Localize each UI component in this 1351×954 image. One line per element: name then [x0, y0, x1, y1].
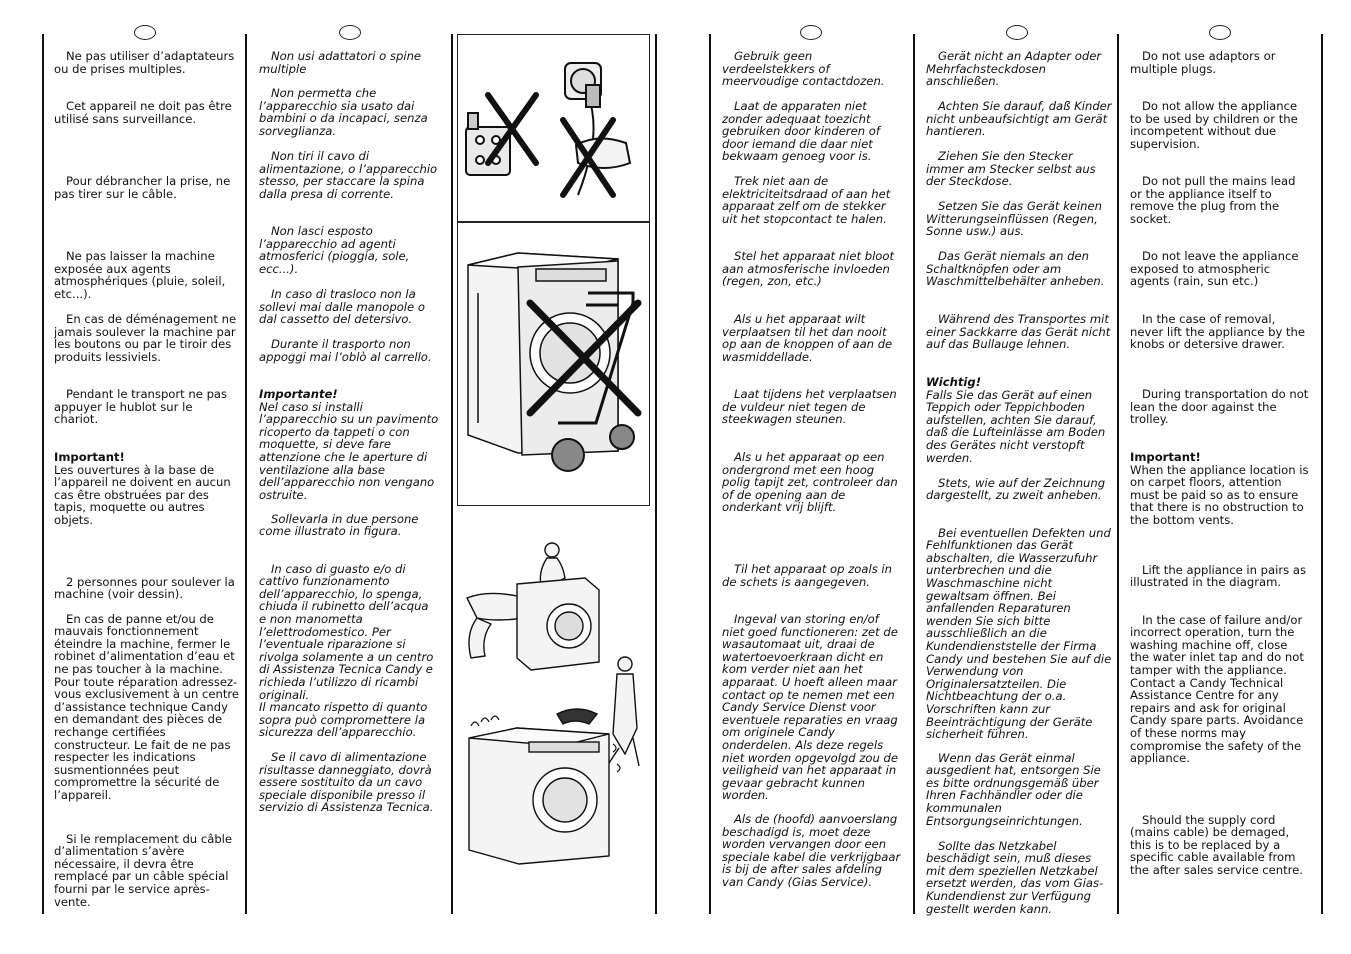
french-para: Si le remplacement du câble d’alimentation s’avère nécessaire, il devra être remplacé par un câble spécial fourni par le service après-vente.: [54, 831, 233, 909]
italian-important-heading: Importante!: [259, 387, 338, 401]
english-para: In the case of failure and/or incorrect operation, turn the washing machine off, close the water inlet tap and do not tamper with the appliance. Contact a Candy Technical Assistance Centre for any repairs and ask for original Candy spare parts. Avoidance of these norms may compromise the safety of the appliance.: [1130, 612, 1304, 766]
page-divider: [655, 34, 657, 914]
english-column: [1130, 50, 1310, 877]
italian-para: In caso di guasto e/o di cattivo funzionamento dell’apparecchio, lo spenga, chiuda il rubinetto dell’acqua e non manometta l’elettrodomestico. Per l’eventuale riparazione si rivolga solamente a un centro di Assistenza Tecnica Candy e richieda l’utilizzo di ricambi originali.: [259, 561, 434, 702]
flag-icon-english: [1209, 25, 1231, 40]
french-column: [54, 50, 240, 908]
french-para: Ne pas laisser la machine exposée aux agents atmosphériques (pluie, soleil, etc...).: [54, 249, 226, 301]
english-para: When the appliance location is on carpet floors, attention must be paid so as to ensure that there is no obstruction to the bottom vents.: [1130, 462, 1309, 527]
flag-icon-french: [134, 25, 156, 40]
dutch-para: Stel het apparaat niet bloot aan atmosferische invloeden (regen, zon, etc.): [722, 249, 895, 289]
italian-para: Nel caso si installi l’apparecchio su un pavimento ricoperto da tappeti o con moquette, si deve fare attenzione che le aperture di ventilazione alla base dell’apparecchio non vengano ostruite.: [259, 399, 439, 502]
column-divider: [1117, 34, 1119, 914]
italian-para: Non usi adattatori o spine multiple: [259, 49, 422, 76]
italian-para: Non tiri il cavo di alimentazione, o l’apparecchio stesso, per staccare la spina dalla presa di corrente.: [259, 149, 438, 201]
dutch-para: Gebruik geen verdeelstekkers of meervoudige contactdozen.: [722, 49, 885, 89]
dutch-para: Laat tijdens het verplaatsen de vuldeur niet tegen de steekwagen steunen.: [722, 387, 897, 427]
french-important-heading: Important!: [54, 450, 125, 464]
dutch-para: Laat de apparaten niet zonder adequaat toezicht gebruiken door kinderen of door iemand die daar niet bekwaam genoeg voor is.: [722, 99, 880, 164]
german-para: Wenn das Gerät einmal ausgedient hat, entsorgen Sie es bitte ordnungsgemäß über Ihren Fachhändler oder die kommunalen Entsorgungseinrichtungen.: [926, 750, 1101, 828]
column-divider: [451, 34, 453, 914]
german-para: Bei eventuellen Defekten und Fehlfunktionen das Gerät abschalten, die Wasserzufuhr unterbrechen und die Waschmaschine nicht gewaltsam öffnen. Bei anfallenden Reparaturen wenden Sie sich bitte ausschließlich an die Kundendienststelle der Firma Candy und bestehen Sie auf die Verwendung von Originalersatzteilen. Die Nichtbeachtung der o.a. Vorschriften kann zur Beeinträchtigung der Geräte sicherheit führen.: [926, 525, 1112, 742]
german-para: Ziehen Sie den Stecker immer am Stecker selbst aus der Steckdose.: [926, 149, 1096, 189]
english-para: Lift the appliance in pairs as illustrated in the diagram.: [1130, 562, 1306, 590]
english-para: Do not use adaptors or multiple plugs.: [1130, 49, 1276, 76]
german-para: Stets, wie auf der Zeichnung dargestellt, zu zweit anheben.: [926, 475, 1106, 503]
illustration-plugs-box: [457, 34, 650, 222]
french-para: Cet appareil ne doit pas être utilisé sans surveillance.: [54, 99, 232, 126]
no-adapter-illustration: [458, 35, 649, 221]
flag-icon-dutch: [800, 25, 822, 40]
dutch-column: [722, 50, 904, 889]
dutch-para: Als u het apparaat wilt verplaatsen til het dan nooit op aan de knoppen of aan de wasmiddellade.: [722, 312, 893, 364]
english-para: Do not pull the mains lead or the appliance itself to remove the plug from the socket.: [1130, 174, 1296, 226]
dutch-para: Ingeval van storing en/of niet goed functioneren: zet de wasautomaat uit, draai de watertoevoerkraan dicht en kom verder niet aan het apparaat. U hoeft alleen maar contact op te nemen met een Candy Service Dienst voor eventuele reparaties en vraag om originele Candy onderdelen. Als deze regels niet worden opgevolgd zou de veiligheid van het apparaat in gevaar gebracht kunnen worden.: [722, 612, 899, 803]
german-para: Achten Sie darauf, daß Kinder nicht unbeaufsichtigt am Gerät hantieren.: [926, 99, 1112, 139]
german-para: Während des Transportes mit einer Sackkarre das Gerät nicht auf das Bullauge lehnen.: [926, 312, 1111, 352]
column-divider: [709, 34, 711, 914]
german-para: Sollte das Netzkabel beschädigt sein, muß dieses mit dem speziellen Netzkabel ersetzt werden, das vom Gias-Kundendienst zur Verfügung gestellt werden kann.: [926, 838, 1104, 916]
dutch-para: Til het apparaat op zoals in de schets is aangegeven.: [722, 562, 892, 589]
column-divider: [913, 34, 915, 914]
french-para: En cas de panne et/ou de mauvais fonctionnement éteindre la machine, fermer le robinet d’alimentation d’eau et ne pas toucher à la machine. Pour toute réparation adressez-vous exclusivement à un centre d’assistance technique Candy en demandant des pièces de rechange certifiées constructeur. Le fait de ne pas respecter les indications susmentionnées peut compromettre la sécurité de l’appareil.: [54, 611, 240, 802]
column-divider: [1321, 34, 1323, 914]
flag-icon-german: [1006, 25, 1028, 40]
english-para: In the case of removal, never lift the appliance by the knobs or detersive drawer.: [1130, 312, 1306, 352]
italian-para: Se il cavo di alimentazione risultasse danneggiato, dovrà essere sostituito da un cavo speciale disponibile presso il servizio di Assistenza Tecnica.: [259, 749, 434, 815]
french-para: 2 personnes pour soulever la machine (voir dessin).: [54, 574, 235, 602]
french-para: En cas de déménagement ne jamais soulever la machine par les boutons ou par le tiroir des produits lessiviels.: [54, 312, 237, 364]
illustration-trolley-box: [457, 222, 650, 506]
column-divider: [245, 34, 247, 914]
italian-para: Durante il trasporto non appoggi mai l’oblò al carrello.: [259, 337, 432, 364]
english-para: Do not leave the appliance exposed to atmospheric agents (rain, sun etc.): [1130, 249, 1299, 289]
italian-para: Sollevarla in due persone come illustrato in figura.: [259, 511, 419, 539]
illustration-lifting-repair: [457, 538, 648, 878]
english-para: During transportation do not lean the door against the trolley.: [1130, 387, 1309, 427]
italian-para: Non lasci esposto l’apparecchio ad agenti atmosferici (pioggia, sole, ecc...).: [259, 224, 410, 276]
german-important-heading: Wichtig!: [926, 375, 981, 389]
english-para: Do not allow the appliance to be used by children or the incompetent without due supervision.: [1130, 99, 1298, 151]
italian-column: [259, 50, 439, 814]
german-para: Das Gerät niemals an den Schaltknöpfen oder am Waschmittelbehälter anheben.: [926, 249, 1105, 289]
dutch-para: Trek niet aan de elektriciteitsdraad of aan het apparaat zelf om de stekker uit het stopcontact te halen.: [722, 174, 891, 226]
english-para: Should the supply cord (mains cable) be demaged, this is to be replaced by a specific cable available from the after sales service centre.: [1130, 812, 1303, 877]
flag-icon-italian: [339, 25, 361, 40]
dutch-para: Als de (hoofd) aanvoerslang beschadigd is, moet deze worden vervangen door een speciale kabel die verkrijgbaar is bij de after sales afdeling van Candy (Gias Service).: [722, 812, 901, 889]
german-para: Gerät nicht an Adapter oder Mehrfachsteckdosen anschließen.: [926, 49, 1102, 89]
english-important-heading: Important!: [1130, 450, 1201, 464]
german-para: Falls Sie das Gerät auf einen Teppich oder Teppichboden aufstellen, achten Sie darauf, daß die Lufteinlässe am Boden des Gerätes nicht verstopft werden.: [926, 387, 1106, 465]
german-column: [926, 50, 1112, 915]
no-trolley-illustration: [458, 223, 649, 505]
french-para: Ne pas utiliser d’adaptateurs ou de prises multiples.: [54, 49, 235, 76]
column-divider: [42, 34, 44, 914]
french-para: Pour débrancher la prise, ne pas tirer sur le câble.: [54, 174, 231, 201]
italian-para: Il mancato rispetto di quanto sopra può compromettere la sicurezza dell’apparecchio.: [259, 700, 428, 740]
french-para: Les ouvertures à la base de l’appareil ne doivent en aucun cas être obstruées par des tapis, moquette ou autres objets.: [54, 462, 231, 527]
dutch-para: Als u het apparaat op een ondergrond met een hoog polig tapijt zet, controleer dan of de opening aan de onderkant vrij blijft.: [722, 450, 898, 515]
french-para: Pendant le transport ne pas appuyer le hublot sur le chariot.: [54, 387, 228, 427]
german-para: Setzen Sie das Gerät keinen Witterungseinflüssen (Regen, Sonne usw.) aus.: [926, 199, 1102, 239]
italian-para: In caso di trasloco non la sollevi mai dalle manopole o dal cassetto del detersivo.: [259, 287, 425, 327]
italian-para: Non permetta che l’apparecchio sia usato dai bambini o da incapaci, senza sorveglianza.: [259, 86, 428, 138]
